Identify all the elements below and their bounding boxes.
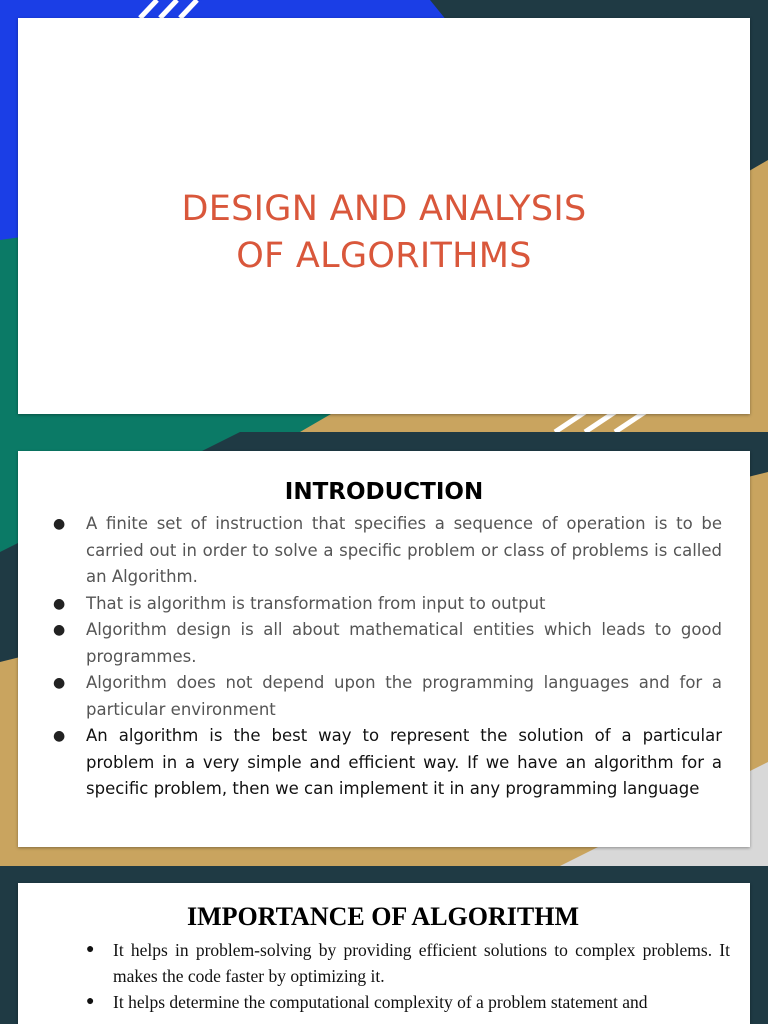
bullet-icon: ●	[53, 595, 66, 612]
introduction-list	[46, 511, 722, 803]
list-item: ● Algorithm design is all about mathematical entities which leads to good programmes.	[46, 617, 722, 670]
list-item: ● An algorithm is the best way to represent the solution of a particular problem in a very simple and efficient way. If we have an algorithm for a specific problem, then we can implement it in any programming language	[46, 723, 722, 803]
title-line-2: OF ALGORITHMS	[236, 236, 532, 276]
list-item: ● It helps in problem-solving by providing efficient solutions to complex problems. It makes the code faster by optimizing it.	[96, 937, 730, 989]
importance-slide	[0, 866, 768, 1024]
list-item: ● That is algorithm is transformation from input to output	[46, 591, 722, 618]
title-slide	[0, 0, 768, 432]
list-item: ● Algorithm does not depend upon the programming languages and for a particular environment	[46, 670, 722, 723]
introduction-heading: INTRODUCTION	[284, 479, 484, 505]
list-item: ● It helps determine the computational complexity of a problem statement and	[96, 989, 730, 1015]
list-item: ● A finite set of instruction that specifies a sequence of operation is to be carried out in order to solve a specific problem or class of problems is called an Algorithm.	[46, 511, 722, 591]
bullet-icon: ●	[53, 622, 66, 638]
importance-heading: IMPORTANCE OF ALGORITHM	[187, 902, 579, 931]
importance-list	[86, 937, 730, 1015]
bullet-icon: ●	[53, 675, 66, 691]
bullet-icon: ●	[86, 942, 95, 957]
introduction-slide	[0, 432, 768, 866]
page-title	[18, 186, 750, 280]
title-line-1: DESIGN AND ANALYSIS	[181, 189, 587, 229]
title-card	[18, 18, 750, 414]
bullet-icon: ●	[53, 516, 66, 532]
bullet-icon: ●	[86, 994, 95, 1009]
introduction-card	[18, 451, 750, 847]
importance-card	[18, 883, 750, 1024]
bullet-icon: ●	[53, 728, 66, 744]
